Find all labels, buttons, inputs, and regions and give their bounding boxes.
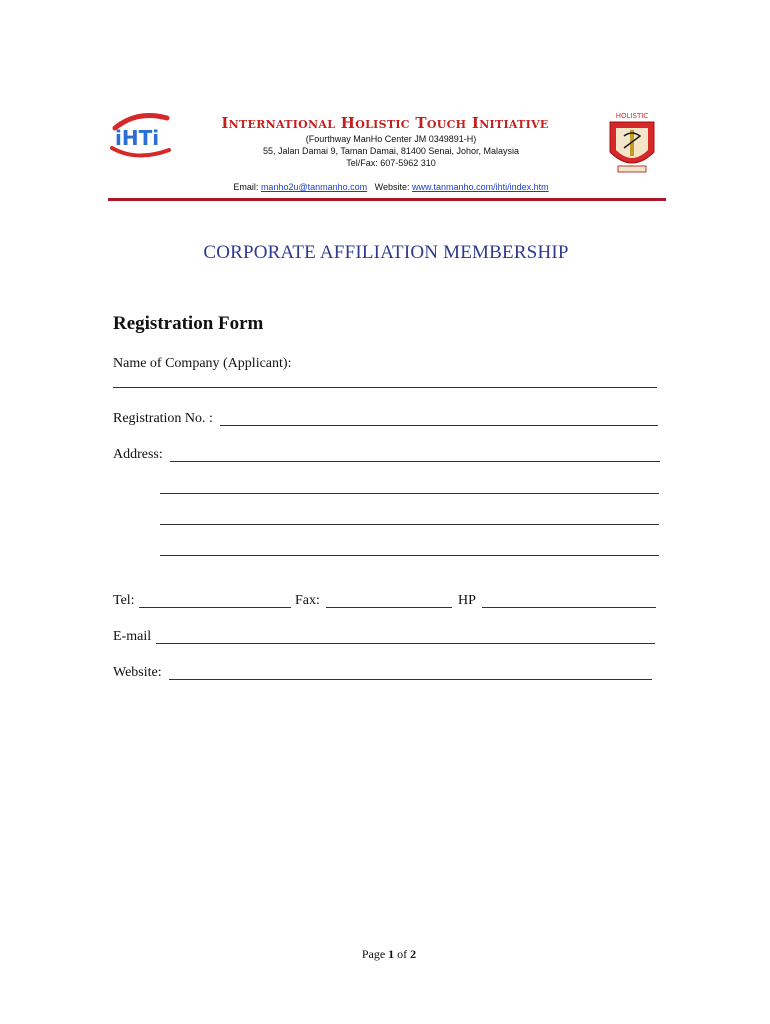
company-name-field[interactable] xyxy=(113,387,657,388)
page-of: of xyxy=(397,947,408,961)
fax-label: Fax: xyxy=(295,593,320,608)
fax-field[interactable] xyxy=(326,607,452,608)
address-field-line-2[interactable] xyxy=(160,493,659,494)
form-heading: Registration Form xyxy=(113,313,264,334)
address-label: Address: xyxy=(113,447,163,462)
registration-field[interactable] xyxy=(220,425,658,426)
email-field-label: E-mail xyxy=(113,629,152,644)
logo-right-text: HOLISTIC xyxy=(615,112,649,120)
registration-row xyxy=(113,411,213,427)
page-number xyxy=(0,947,770,962)
email-field[interactable] xyxy=(156,643,655,644)
logo-left-text: iHTi xyxy=(115,126,160,150)
tel-label: Tel: xyxy=(113,593,135,608)
contact-line xyxy=(0,182,770,192)
website-field[interactable] xyxy=(169,679,652,680)
company-name-label: Name of Company (Applicant): xyxy=(113,356,292,371)
organization-name: International Holistic Touch Initiative xyxy=(221,114,549,132)
email-link[interactable]: manho2u@tanmanho.com xyxy=(260,182,368,192)
page-word: Page xyxy=(361,947,386,961)
website-field-label: Website: xyxy=(113,665,162,680)
page-current: 1 xyxy=(388,947,395,961)
email-label: Email: xyxy=(233,182,259,192)
hp-label: HP xyxy=(458,593,476,608)
address-field-line-3[interactable] xyxy=(160,524,659,525)
header-divider xyxy=(108,198,666,201)
hp-field[interactable] xyxy=(482,607,656,608)
website-label: Website: xyxy=(374,182,410,192)
tel-field[interactable] xyxy=(139,607,291,608)
website-link[interactable]: www.tanmanho.com/ihti/index.htm xyxy=(412,182,549,192)
company-registration: (Fourthway ManHo Center JM 0349891-H) xyxy=(305,134,477,144)
address-field-line-4[interactable] xyxy=(160,555,659,556)
address-field-line-1[interactable] xyxy=(170,461,660,462)
page-total: 2 xyxy=(410,947,417,961)
registration-label: Registration No. : xyxy=(113,411,213,426)
document-title: CORPORATE AFFILIATION MEMBERSHIP xyxy=(203,242,569,263)
organization-telfax: Tel/Fax: 607-5962 310 xyxy=(346,158,436,168)
organization-address: 55, Jalan Damai 9, Taman Damai, 81400 Senai, Johor, Malaysia xyxy=(263,146,519,156)
